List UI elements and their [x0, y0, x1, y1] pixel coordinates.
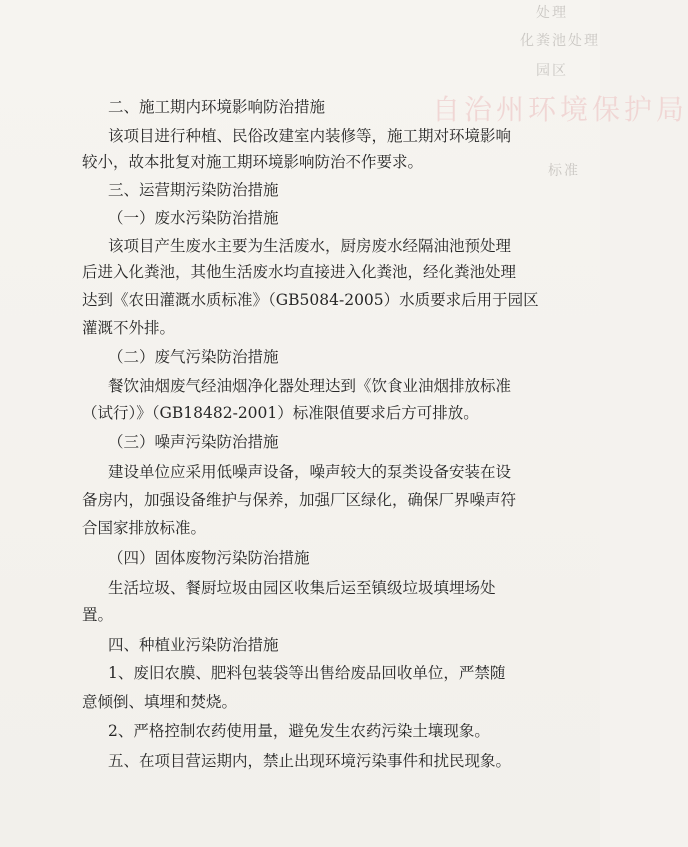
- paragraph-line: 该项目进行种植、民俗改建室内装修等，施工期对环境影响: [108, 127, 512, 145]
- bleed-through-text: 处理: [536, 5, 568, 21]
- section-heading: 三、运营期污染防治措施: [108, 181, 279, 199]
- paragraph-line: 建设单位应采用低噪声设备，噪声较大的泵类设备安装在设: [108, 463, 512, 481]
- paragraph-line: 备房内，加强设备维护与保养，加强厂区绿化，确保厂界噪声符: [82, 491, 517, 509]
- subsection-heading: （一）废水污染防治措施: [108, 209, 279, 227]
- subsection-heading: （三）噪声污染防治措施: [108, 433, 279, 451]
- paragraph-line: 灌溉不外排。: [82, 319, 176, 337]
- paragraph-line: 1、废旧农膜、肥料包装袋等出售给废品回收单位，严禁随: [108, 664, 506, 682]
- paragraph-line: 合国家排放标准。: [82, 519, 207, 537]
- paragraph-line: 置。: [82, 606, 114, 624]
- paragraph-line: 意倾倒、填埋和焚烧。: [82, 693, 238, 711]
- paragraph-line: 较小，故本批复对施工期环境影响防治不作要求。: [82, 153, 424, 171]
- paragraph-line: 达到《农田灌溉水质标准》（GB5084-2005）水质要求后用于园区: [82, 291, 539, 309]
- bleed-through-text: 园区: [536, 63, 568, 79]
- paragraph-line: 该项目产生废水主要为生活废水，厨房废水经隔油池预处理: [108, 237, 512, 255]
- section-heading: 五、在项目营运期内，禁止出现环境污染事件和扰民现象。: [108, 752, 512, 770]
- paragraph-line: 餐饮油烟废气经油烟净化器处理达到《饮食业油烟排放标准: [108, 377, 512, 395]
- section-heading: 四、种植业污染防治措施: [108, 636, 279, 654]
- bleed-through-text: 标准: [548, 163, 580, 179]
- subsection-heading: （二）废气污染防治措施: [108, 348, 279, 366]
- paragraph-line: 生活垃圾、餐厨垃圾由园区收集后运至镇级垃圾填埋场处: [108, 579, 496, 597]
- paragraph-line: （试行）》（GB18482-2001）标准限值要求后方可排放。: [82, 404, 479, 422]
- section-heading: 二、施工期内环境影响防治措施: [108, 98, 326, 116]
- bleed-through-text: 化粪池处理: [520, 33, 600, 49]
- subsection-heading: （四）固体废物污染防治措施: [108, 549, 310, 567]
- bleed-through-header: 自治州环境保护局: [432, 93, 688, 126]
- paragraph-line: 后进入化粪池，其他生活废水均直接进入化粪池，经化粪池处理: [82, 263, 517, 281]
- paragraph-line: 2、严格控制农药使用量，避免发生农药污染土壤现象。: [108, 722, 490, 740]
